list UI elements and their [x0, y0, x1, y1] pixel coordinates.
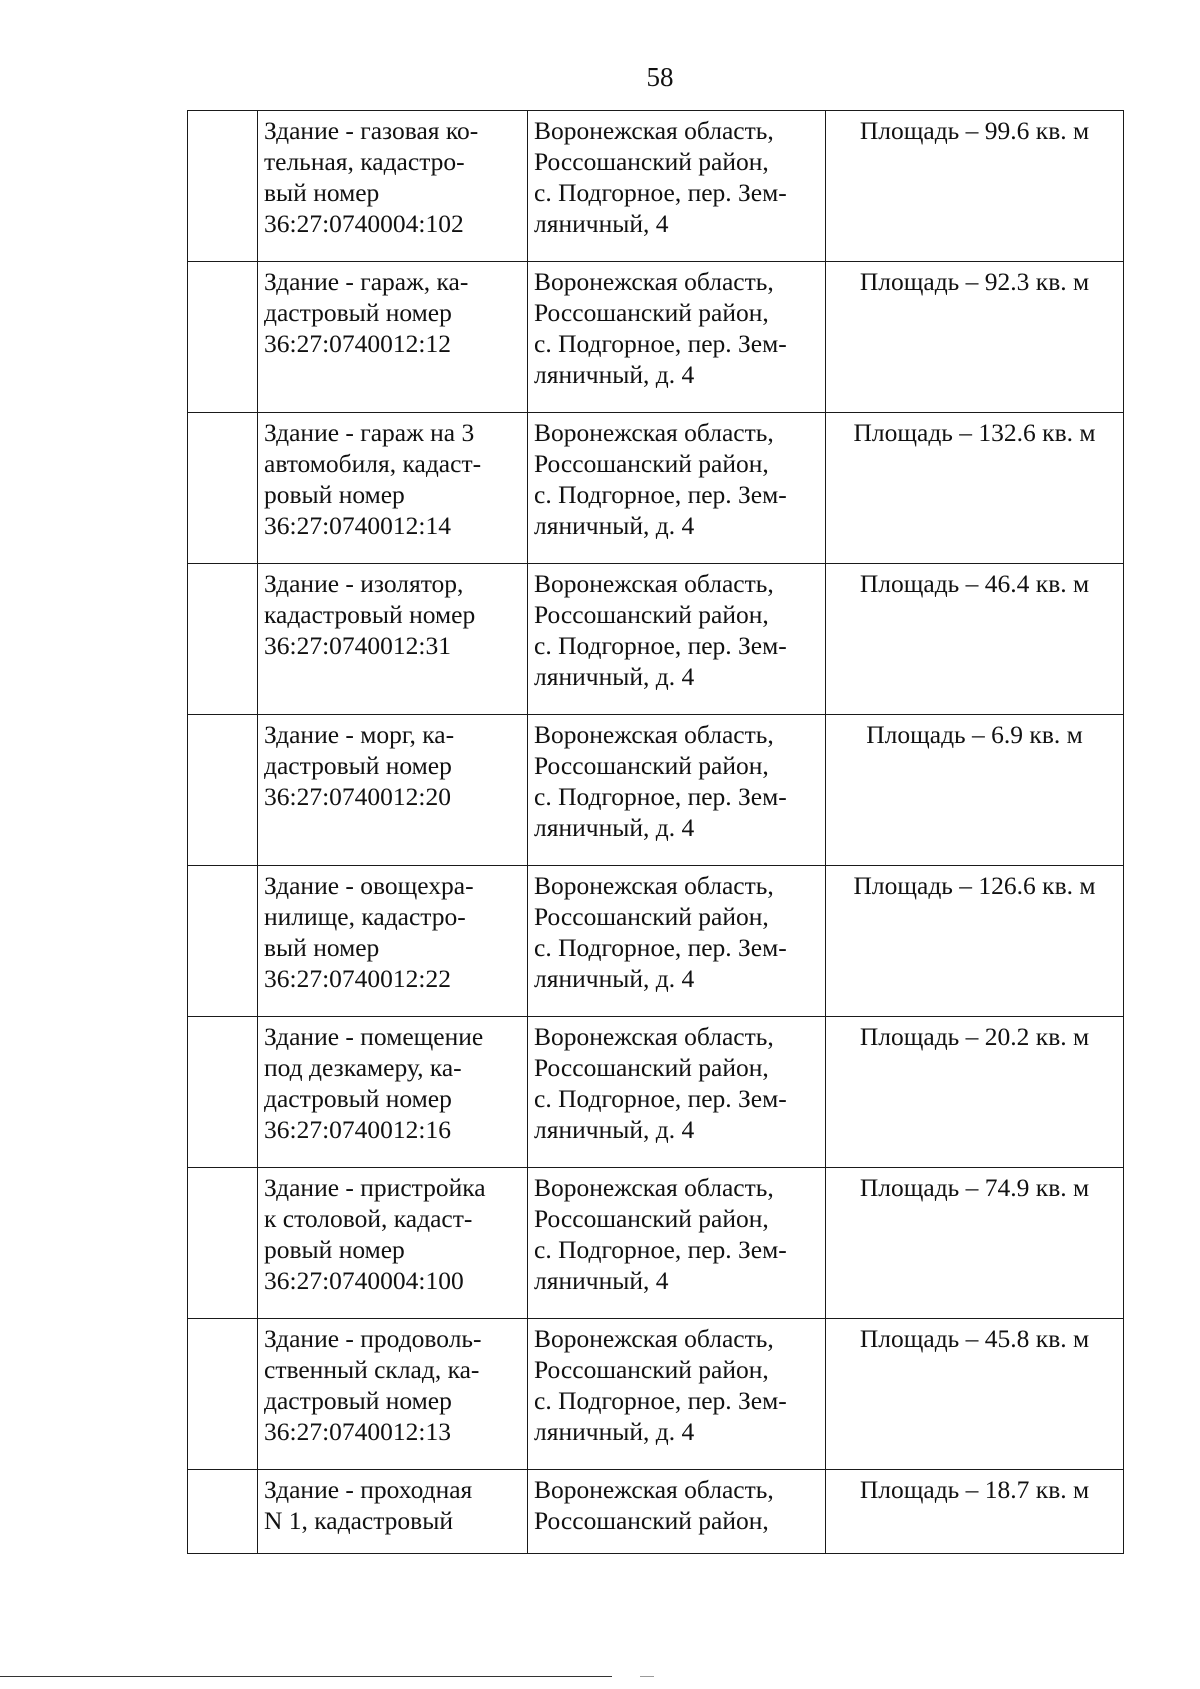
area-cell: Площадь – 18.7 кв. м [826, 1470, 1124, 1554]
address-cell: Воронежская область, Россошанский район, [528, 1470, 826, 1554]
area-cell: Площадь – 99.6 кв. м [826, 111, 1124, 262]
object-name-cell: Здание - гараж на 3 автомобиля, кадаст- ровый номер 36:27:0740012:14 [258, 413, 528, 564]
object-name-cell: Здание - овощехра- нилище, кадастро- вый номер 36:27:0740012:22 [258, 866, 528, 1017]
row-number-cell [188, 262, 258, 413]
address-cell: Воронежская область, Россошанский район, с. Подгорное, пер. Зем- ляничный, 4 [528, 111, 826, 262]
address-cell: Воронежская область, Россошанский район, с. Подгорное, пер. Зем- ляничный, д. 4 [528, 866, 826, 1017]
table-row [188, 1168, 1124, 1319]
table-row [188, 1319, 1124, 1470]
table-row [188, 1470, 1124, 1554]
table-row [188, 715, 1124, 866]
area-cell: Площадь – 45.8 кв. м [826, 1319, 1124, 1470]
footer-mark [640, 1676, 654, 1677]
row-number-cell [188, 111, 258, 262]
row-number-cell [188, 1319, 258, 1470]
area-cell: Площадь – 46.4 кв. м [826, 564, 1124, 715]
table-row [188, 866, 1124, 1017]
object-name-cell: Здание - проходная N 1, кадастровый [258, 1470, 528, 1554]
address-cell: Воронежская область, Россошанский район, с. Подгорное, пер. Зем- ляничный, д. 4 [528, 262, 826, 413]
row-number-cell [188, 1017, 258, 1168]
address-cell: Воронежская область, Россошанский район, с. Подгорное, пер. Зем- ляничный, д. 4 [528, 413, 826, 564]
object-name-cell: Здание - продоволь- ственный склад, ка- дастровый номер 36:27:0740012:13 [258, 1319, 528, 1470]
address-cell: Воронежская область, Россошанский район, с. Подгорное, пер. Зем- ляничный, д. 4 [528, 1017, 826, 1168]
table-row [188, 413, 1124, 564]
area-cell: Площадь – 74.9 кв. м [826, 1168, 1124, 1319]
table-row [188, 111, 1124, 262]
footer-rule [0, 1676, 612, 1677]
object-name-cell: Здание - помещение под дезкамеру, ка- дастровый номер 36:27:0740012:16 [258, 1017, 528, 1168]
area-cell: Площадь – 6.9 кв. м [826, 715, 1124, 866]
address-cell: Воронежская область, Россошанский район, с. Подгорное, пер. Зем- ляничный, д. 4 [528, 715, 826, 866]
area-cell: Площадь – 126.6 кв. м [826, 866, 1124, 1017]
object-name-cell: Здание - газовая ко- тельная, кадастро- вый номер 36:27:0740004:102 [258, 111, 528, 262]
table-row [188, 564, 1124, 715]
address-cell: Воронежская область, Россошанский район, с. Подгорное, пер. Зем- ляничный, д. 4 [528, 564, 826, 715]
address-cell: Воронежская область, Россошанский район, с. Подгорное, пер. Зем- ляничный, д. 4 [528, 1319, 826, 1470]
address-cell: Воронежская область, Россошанский район, с. Подгорное, пер. Зем- ляничный, 4 [528, 1168, 826, 1319]
row-number-cell [188, 564, 258, 715]
object-name-cell: Здание - гараж, ка- дастровый номер 36:27:0740012:12 [258, 262, 528, 413]
row-number-cell [188, 715, 258, 866]
property-table-body [188, 111, 1124, 1554]
table-row [188, 1017, 1124, 1168]
object-name-cell: Здание - морг, ка- дастровый номер 36:27:0740012:20 [258, 715, 528, 866]
property-table [187, 110, 1124, 1554]
object-name-cell: Здание - пристройка к столовой, кадаст- ровый номер 36:27:0740004:100 [258, 1168, 528, 1319]
area-cell: Площадь – 92.3 кв. м [826, 262, 1124, 413]
row-number-cell [188, 413, 258, 564]
area-cell: Площадь – 20.2 кв. м [826, 1017, 1124, 1168]
area-cell: Площадь – 132.6 кв. м [826, 413, 1124, 564]
table-row [188, 262, 1124, 413]
row-number-cell [188, 866, 258, 1017]
row-number-cell [188, 1470, 258, 1554]
object-name-cell: Здание - изолятор, кадастровый номер 36:27:0740012:31 [258, 564, 528, 715]
page-number: 58 [646, 62, 674, 92]
row-number-cell [188, 1168, 258, 1319]
